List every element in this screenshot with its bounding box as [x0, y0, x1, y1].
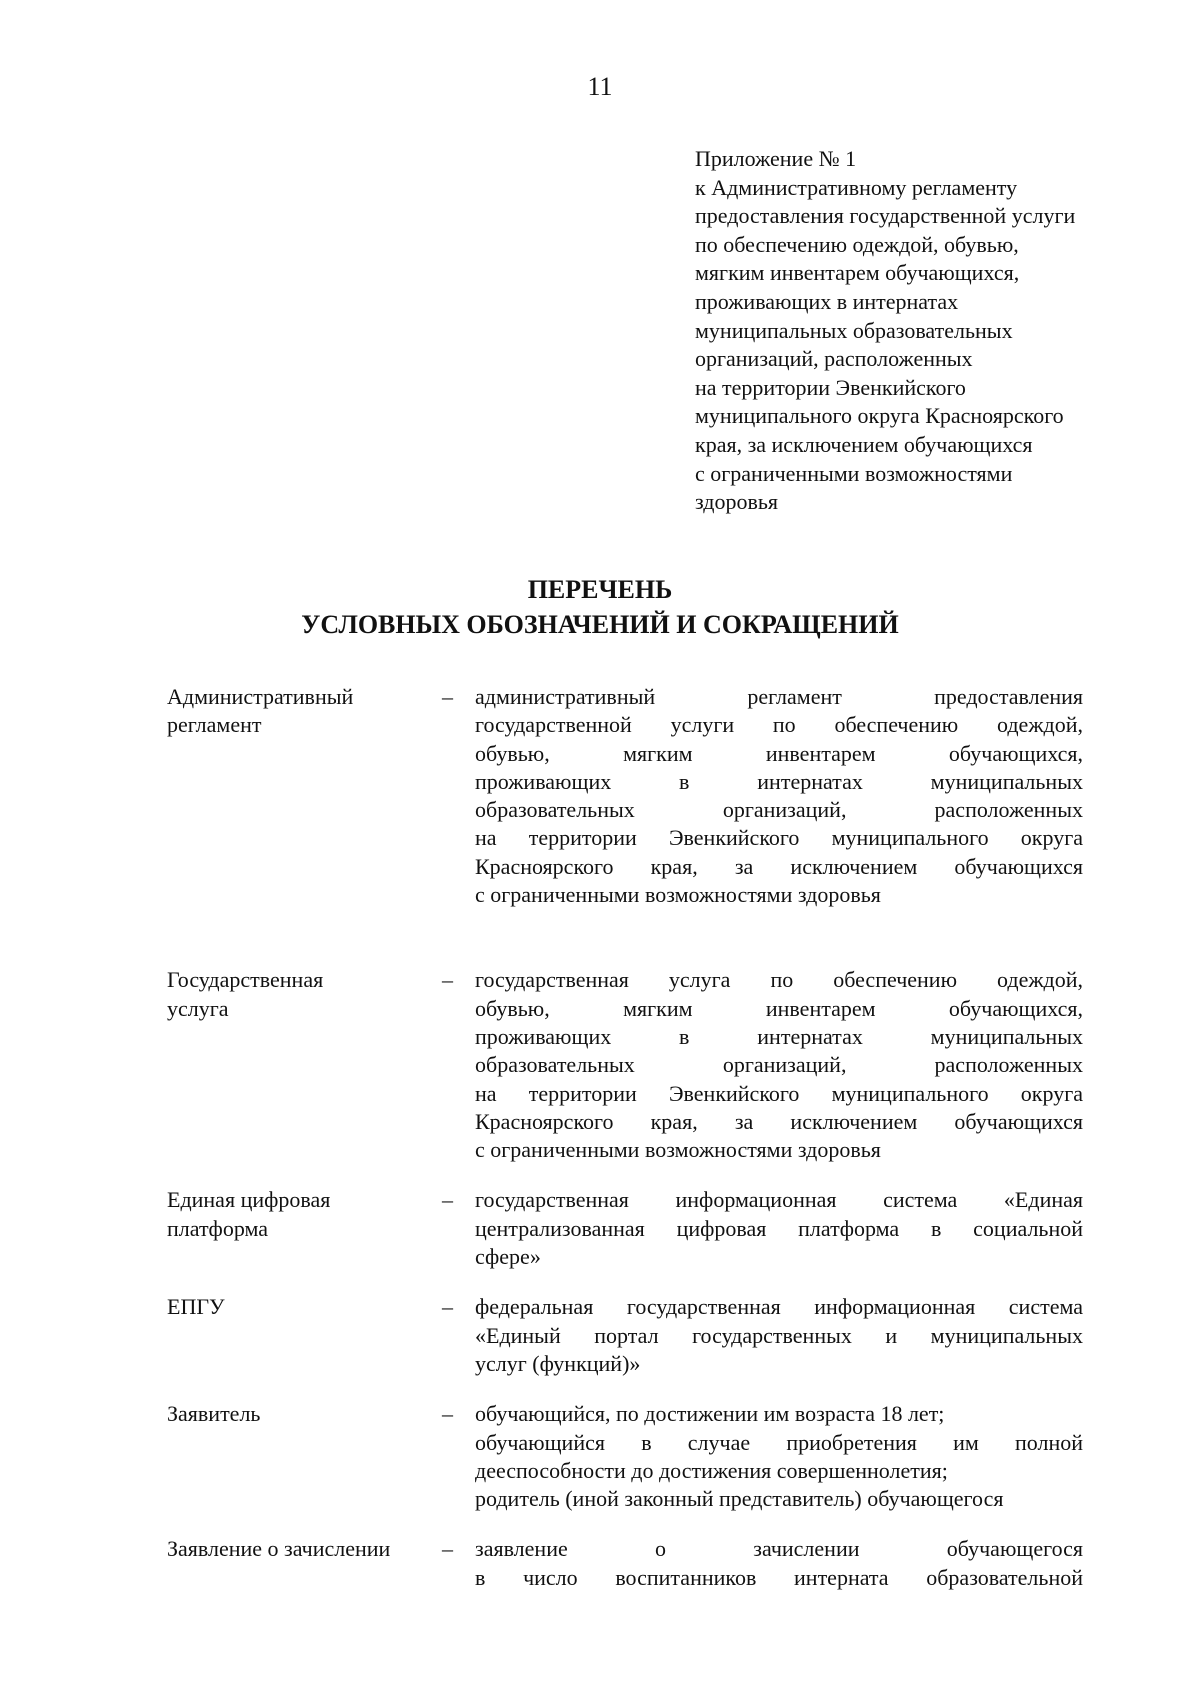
abbreviation-entry — [167, 683, 1087, 909]
abbreviation-entry — [167, 966, 1087, 1164]
appendix-line: Приложение № 1 — [695, 146, 857, 171]
entry-term — [167, 1400, 442, 1428]
definition-line: услуг (функций)» — [475, 1350, 641, 1376]
appendix-line: организаций, расположенных — [695, 346, 973, 372]
entry-dash: – — [442, 1536, 453, 1562]
definition-line: государственная информационная система «Единая — [475, 1187, 1083, 1213]
definition-line: с ограниченными возможностями здоровья — [475, 882, 881, 908]
abbreviation-entry — [167, 1535, 1087, 1592]
definition-line: проживающих в интернатах муниципальных — [475, 1023, 1083, 1049]
definition-line: образовательных организаций, расположенных — [475, 1052, 1083, 1078]
abbreviation-entry — [167, 1186, 1087, 1271]
entry-definition — [475, 1293, 1083, 1378]
title-line-1: ПЕРЕЧЕНЬ — [527, 575, 673, 604]
term-line: Единая цифровая — [167, 1187, 331, 1213]
abbreviation-entry — [167, 1293, 1087, 1378]
definition-line: проживающих в интернатах муниципальных — [475, 768, 1083, 794]
entry-definition — [475, 1535, 1083, 1592]
definition-line: родитель (иной законный представитель) обучающегося — [475, 1486, 1004, 1512]
term-line: Заявление о зачислении — [167, 1536, 391, 1562]
appendix-line: мягким инвентарем обучающихся, — [695, 260, 1020, 286]
definition-line: централизованная цифровая платформа в социальной — [475, 1215, 1083, 1241]
entry-term — [167, 1186, 442, 1243]
entry-definition — [475, 683, 1083, 909]
term-line: платформа — [167, 1215, 269, 1241]
definition-line: заявление о зачислении обучающегося — [475, 1536, 1083, 1562]
entry-definition — [475, 1400, 1083, 1513]
entry-definition — [475, 1186, 1083, 1271]
entry-term — [167, 1535, 442, 1563]
definition-line: обувью, мягким инвентарем обучающихся, — [475, 995, 1083, 1021]
entry-dash: – — [442, 1294, 453, 1320]
term-line: Административный — [167, 684, 354, 709]
entry-dash: – — [442, 1401, 453, 1427]
abbreviation-entry — [167, 1400, 1087, 1513]
appendix-line: муниципальных образовательных — [695, 317, 1013, 343]
entry-dash: – — [442, 684, 453, 709]
appendix-line: предоставления государственной услуги — [695, 203, 1076, 229]
definition-line: образовательных организаций, расположенных — [475, 797, 1083, 823]
term-line: Государственная — [167, 967, 324, 993]
definition-line: государственной услуги по обеспечению одеждой, — [475, 712, 1083, 738]
appendix-line: муниципального округа Красноярского — [695, 403, 1064, 429]
definition-line: Красноярского края, за исключением обучающихся — [475, 853, 1083, 879]
appendix-line: к Административному регламенту — [695, 174, 1018, 200]
appendix-line: края, за исключением обучающихся — [695, 431, 1033, 457]
definition-line: федеральная государственная информационная система — [475, 1294, 1083, 1320]
definition-line: с ограниченными возможностями здоровья — [475, 1137, 881, 1163]
definition-line: «Единый портал государственных и муниципальных — [475, 1322, 1083, 1348]
entry-term — [167, 683, 442, 740]
definition-line: сфере» — [475, 1244, 541, 1270]
abbreviations-list — [167, 683, 1087, 1592]
appendix-line: по обеспечению одеждой, обувью, — [695, 231, 1019, 257]
term-line: услуга — [167, 995, 229, 1021]
term-line: Заявитель — [167, 1401, 261, 1427]
definition-line: государственная услуга по обеспечению одеждой, — [475, 967, 1083, 993]
entry-term — [167, 966, 442, 1023]
page-number: 11 — [587, 72, 613, 101]
definition-line: на территории Эвенкийского муниципального округа — [475, 1080, 1083, 1106]
definition-line: дееспособности до достижения совершеннолетия; — [475, 1457, 948, 1483]
definition-line: обувью, мягким инвентарем обучающихся, — [475, 740, 1083, 766]
entry-definition — [475, 966, 1083, 1164]
term-line: регламент — [167, 712, 262, 738]
document-title — [0, 572, 1200, 642]
appendix-header — [695, 145, 1165, 517]
definition-line: на территории Эвенкийского муниципального округа — [475, 825, 1083, 851]
title-line-2: УСЛОВНЫХ ОБОЗНАЧЕНИЙ И СОКРАЩЕНИЙ — [301, 610, 899, 639]
definition-line: Красноярского края, за исключением обучающихся — [475, 1108, 1083, 1134]
entry-dash: – — [442, 1187, 453, 1213]
definition-line: обучающийся, по достижении им возраста 18 лет; — [475, 1401, 945, 1427]
definition-line: в число воспитанников интерната образовательной — [475, 1564, 1083, 1590]
definition-line: обучающийся в случае приобретения им полной — [475, 1429, 1083, 1455]
term-line: ЕПГУ — [167, 1294, 225, 1320]
entry-dash: – — [442, 967, 453, 993]
appendix-line: здоровья — [695, 489, 779, 515]
appendix-line: с ограниченными возможностями — [695, 460, 1013, 486]
definition-line: административный регламент предоставления — [475, 684, 1083, 709]
appendix-line: на территории Эвенкийского — [695, 374, 966, 400]
entry-term — [167, 1293, 442, 1321]
appendix-line: проживающих в интернатах — [695, 288, 959, 314]
